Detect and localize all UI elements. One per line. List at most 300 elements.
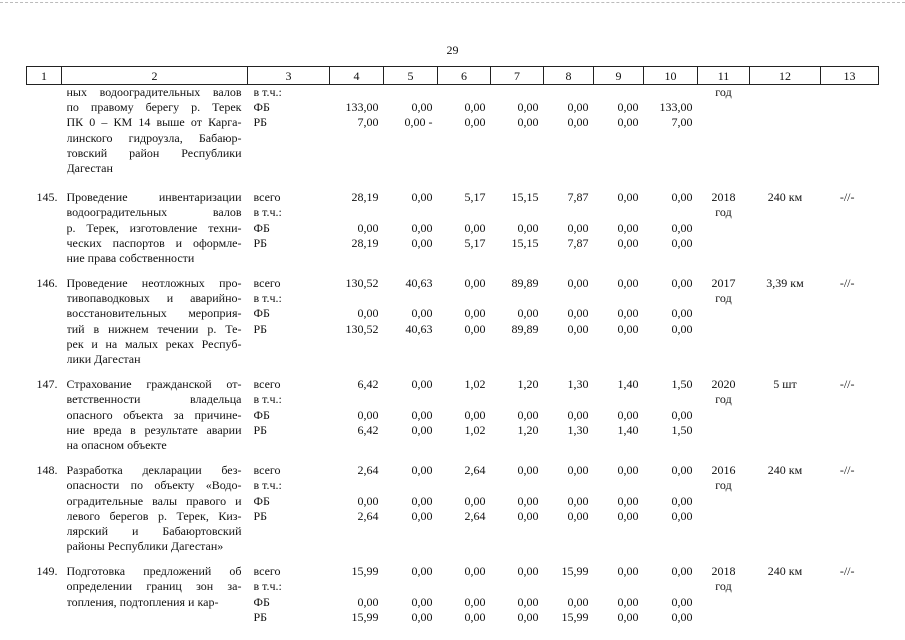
- year-line: год: [715, 478, 732, 493]
- amount-value: 89,89: [511, 321, 539, 336]
- measure-name-line: р. Терек, изготовление техни-: [66, 220, 242, 235]
- year-line: 2020: [711, 377, 736, 392]
- amount-value: 0,00: [411, 594, 433, 609]
- funding-source-label: в т.ч.:: [253, 85, 282, 99]
- amount-value: [594, 579, 639, 594]
- amount-value: 0,00: [411, 100, 433, 115]
- unit-value: [750, 85, 821, 177]
- unit-value: 240 км: [767, 564, 803, 579]
- amount-value: 0,00: [464, 493, 486, 508]
- amount-value: 0,00: [567, 276, 589, 291]
- amount-col-10: [644, 367, 698, 453]
- amount-value: 0,00: [357, 220, 379, 235]
- amount-value: 15,15: [511, 235, 539, 250]
- measure-name-line: рек и на малых реках Респуб-: [66, 336, 242, 351]
- completion-year: [698, 176, 750, 266]
- amount-value: 2,64: [464, 463, 486, 478]
- amount-value: [330, 205, 379, 220]
- table-row: [27, 367, 879, 453]
- amount-value: 0,00: [411, 306, 433, 321]
- amount-col-5: [384, 453, 438, 554]
- amount-value: 6,42: [357, 422, 379, 437]
- measure-name-line: районы Республики Дагестан»: [66, 539, 224, 554]
- measure-name: [62, 453, 248, 554]
- column-header-7: 7: [491, 67, 544, 85]
- amount-col-10: [644, 266, 698, 367]
- amount-value: 5,17: [464, 190, 486, 205]
- amount-value: [330, 579, 379, 594]
- measure-name-line: ние права собственности: [66, 250, 195, 265]
- amount-value: [644, 478, 693, 493]
- amount-value: [491, 392, 539, 407]
- amount-value: [384, 579, 433, 594]
- amount-col-10: [644, 176, 698, 266]
- completion-year: [698, 367, 750, 453]
- measure-name-line: ных водооградительных валов: [66, 85, 242, 99]
- measure-name-line: Подготовка предложений об: [66, 564, 242, 579]
- measure-name-line: ПК 0 – КМ 14 выше от Карга-: [66, 115, 242, 130]
- note: -//-: [839, 377, 855, 392]
- amount-value: 2,64: [464, 508, 486, 523]
- column-header-10: 10: [644, 67, 698, 85]
- amount-value: [384, 85, 433, 100]
- measure-name-line: водооградительных валов: [66, 205, 242, 220]
- year-line: год: [715, 205, 732, 220]
- measure-name-line: Разработка декларации без-: [66, 463, 242, 478]
- amount-value: 1,02: [464, 422, 486, 437]
- amount-value: 7,00: [357, 115, 379, 130]
- amount-value: 0,00: [464, 276, 486, 291]
- amount-value: [644, 85, 693, 100]
- amount-value: 1,40: [617, 377, 639, 392]
- amount-value: 0,00: [617, 100, 639, 115]
- measure-name: [62, 176, 248, 266]
- amount-value: 0,00: [567, 594, 589, 609]
- amount-value: 0,00: [671, 594, 693, 609]
- amount-value: 15,99: [561, 609, 589, 624]
- year-line: 2016: [711, 463, 736, 478]
- year-line: 2018: [711, 190, 736, 205]
- amount-value: 28,19: [351, 235, 379, 250]
- amount-value: 0,00: [517, 508, 539, 523]
- amount-value: 0,00: [617, 235, 639, 250]
- amount-value: [438, 85, 486, 100]
- amount-value: 133,00: [345, 100, 379, 115]
- amount-value: 0,00: [411, 377, 433, 392]
- amount-col-8: [544, 554, 594, 625]
- amount-value: 0,00: [671, 508, 693, 523]
- amount-col-6: [438, 453, 491, 554]
- amount-value: 0,00: [411, 508, 433, 523]
- measure-name-line: ческих паспортов и оформле-: [66, 235, 242, 250]
- amount-value: [544, 85, 589, 100]
- amount-value: [491, 85, 539, 100]
- amount-value: [438, 478, 486, 493]
- amount-value: [491, 579, 539, 594]
- funding-source-label: ФБ: [253, 100, 270, 115]
- scan-edge-line: [0, 2, 905, 3]
- funding-source: [248, 554, 330, 625]
- amount-value: 0,00: [617, 463, 639, 478]
- amount-value: 0,00: [411, 609, 433, 624]
- amount-col-7: [491, 176, 544, 266]
- amount-value: 0,00: [617, 609, 639, 624]
- amount-value: 0,00: [464, 306, 486, 321]
- amount-value: 0,00: [411, 407, 433, 422]
- year-line: 2018: [711, 564, 736, 579]
- year-line: год: [715, 579, 732, 594]
- amount-value: [438, 579, 486, 594]
- amount-value: 0,00: [671, 235, 693, 250]
- amount-value: 0,00: [464, 609, 486, 624]
- amount-col-9: [594, 85, 644, 177]
- amount-value: 0,00: [671, 321, 693, 336]
- amount-value: 0,00: [411, 493, 433, 508]
- amount-col-8: [544, 85, 594, 177]
- amount-value: 7,00: [671, 115, 693, 130]
- row-number: 146.: [36, 276, 58, 291]
- amount-value: 2,64: [357, 508, 379, 523]
- funding-source-label: РБ: [253, 508, 268, 523]
- amount-value: 40,63: [405, 276, 433, 291]
- amount-value: [438, 392, 486, 407]
- amount-value: 1,02: [464, 377, 486, 392]
- funding-source-label: РБ: [253, 422, 268, 437]
- funding-source-label: в т.ч.:: [253, 579, 282, 594]
- column-header-6: 6: [438, 67, 491, 85]
- amount-value: [330, 478, 379, 493]
- measure-name-line: Проведение неотложных про-: [66, 276, 242, 291]
- funding-source-label: ФБ: [253, 594, 270, 609]
- amount-value: 0,00: [617, 564, 639, 579]
- amount-value: 0,00: [517, 115, 539, 130]
- funding-source-label: всего: [253, 276, 281, 291]
- completion-year: [698, 266, 750, 367]
- amount-col-6: [438, 85, 491, 177]
- column-header-1: 1: [27, 67, 62, 85]
- amount-value: 0,00: [567, 306, 589, 321]
- year-line: год: [715, 291, 732, 306]
- amount-value: 15,99: [351, 564, 379, 579]
- amount-value: 0,00: [517, 407, 539, 422]
- amount-value: [594, 205, 639, 220]
- amount-col-10: [644, 554, 698, 625]
- program-table: [26, 66, 879, 625]
- amount-value: 2,64: [357, 463, 379, 478]
- amount-col-9: [594, 453, 644, 554]
- amount-value: 0,00: [567, 493, 589, 508]
- amount-value: 28,19: [351, 190, 379, 205]
- amount-col-8: [544, 367, 594, 453]
- measure-name-line: опасности по объекту «Водо-: [66, 478, 242, 493]
- amount-value: [544, 478, 589, 493]
- table-row: [27, 453, 879, 554]
- funding-source-label: всего: [253, 463, 281, 478]
- measure-name-line: топления, подтопления и кар-: [66, 594, 219, 609]
- amount-value: 0,00: [517, 463, 539, 478]
- funding-source: [248, 266, 330, 367]
- amount-col-6: [438, 554, 491, 625]
- column-header-12: 12: [750, 67, 821, 85]
- amount-value: [384, 205, 433, 220]
- amount-value: 0,00 -: [404, 115, 433, 130]
- column-header-11: 11: [698, 67, 750, 85]
- page-number: 29: [446, 43, 459, 57]
- amount-value: 5,17: [464, 235, 486, 250]
- amount-value: [544, 392, 589, 407]
- unit-value: 240 км: [767, 190, 803, 205]
- measure-name-line: восстановительных мероприя-: [66, 306, 242, 321]
- measure-name-line: ветственности владельца: [66, 392, 242, 407]
- funding-source: [248, 176, 330, 266]
- funding-source: [248, 85, 330, 177]
- amount-col-9: [594, 554, 644, 625]
- funding-source-label: всего: [253, 564, 281, 579]
- amount-value: 0,00: [464, 594, 486, 609]
- amount-value: [544, 291, 589, 306]
- measure-name-line: лики Дагестан: [66, 352, 141, 366]
- year-line: 2017: [711, 276, 736, 291]
- row-number: [27, 85, 62, 177]
- amount-value: 0,00: [357, 306, 379, 321]
- amount-value: 130,52: [345, 321, 379, 336]
- amount-value: 0,00: [567, 220, 589, 235]
- row-number: 145.: [36, 190, 58, 205]
- amount-value: [491, 291, 539, 306]
- amount-col-5: [384, 266, 438, 367]
- amount-value: 133,00: [659, 100, 693, 115]
- column-number-header: [27, 67, 879, 85]
- row-number: 148.: [36, 463, 58, 478]
- funding-source-label: РБ: [253, 235, 268, 250]
- amount-value: [384, 291, 433, 306]
- measure-name-line: опасного объекта за причине-: [66, 407, 242, 422]
- amount-col-8: [544, 266, 594, 367]
- amount-value: 0,00: [464, 100, 486, 115]
- amount-value: [438, 291, 486, 306]
- amount-col-4: [330, 554, 384, 625]
- amount-value: 0,00: [671, 564, 693, 579]
- measure-name-line: на опасном объекте: [66, 437, 167, 452]
- year-line: год: [715, 85, 732, 99]
- amount-value: 0,00: [517, 493, 539, 508]
- amount-value: 0,00: [517, 564, 539, 579]
- note: -//-: [839, 463, 855, 478]
- measure-name-line: определении границ зон за-: [66, 579, 242, 594]
- amount-value: 0,00: [617, 508, 639, 523]
- funding-source-label: ФБ: [253, 306, 270, 321]
- funding-source-label: ФБ: [253, 493, 270, 508]
- measure-name-line: тивопаводковых и аварийно-: [66, 291, 242, 306]
- column-header-9: 9: [594, 67, 644, 85]
- measure-name-line: левого берегов р. Терек, Киз-: [66, 508, 242, 523]
- amount-value: 0,00: [411, 564, 433, 579]
- amount-col-7: [491, 554, 544, 625]
- amount-value: 0,00: [411, 463, 433, 478]
- note: -//-: [839, 564, 855, 579]
- amount-value: [594, 392, 639, 407]
- amount-value: 0,00: [464, 407, 486, 422]
- measure-name-line: Страхование гражданской от-: [66, 377, 242, 392]
- amount-value: 0,00: [464, 115, 486, 130]
- row-number: 147.: [36, 377, 58, 392]
- amount-value: 0,00: [464, 564, 486, 579]
- row-number: 149.: [36, 564, 58, 579]
- amount-value: 0,00: [357, 493, 379, 508]
- amount-value: [330, 85, 379, 100]
- measure-name: [62, 85, 248, 177]
- funding-source-label: всего: [253, 190, 281, 205]
- amount-value: 15,99: [561, 564, 589, 579]
- amount-value: 1,20: [517, 422, 539, 437]
- funding-source-label: в т.ч.:: [253, 291, 282, 306]
- amount-col-4: [330, 85, 384, 177]
- amount-value: [491, 478, 539, 493]
- completion-year: [698, 453, 750, 554]
- measure-name: [62, 266, 248, 367]
- amount-value: [330, 392, 379, 407]
- amount-value: 130,52: [345, 276, 379, 291]
- column-header-3: 3: [248, 67, 330, 85]
- funding-source-label: ФБ: [253, 220, 270, 235]
- funding-source-label: в т.ч.:: [253, 205, 282, 220]
- unit-value: 5 шт: [773, 377, 797, 392]
- measure-name: [62, 554, 248, 625]
- amount-value: 1,50: [671, 422, 693, 437]
- amount-value: [438, 205, 486, 220]
- amount-col-4: [330, 367, 384, 453]
- amount-value: 7,87: [567, 235, 589, 250]
- column-header-4: 4: [330, 67, 384, 85]
- amount-value: 0,00: [567, 463, 589, 478]
- amount-value: 0,00: [671, 190, 693, 205]
- amount-col-7: [491, 266, 544, 367]
- amount-value: 0,00: [411, 235, 433, 250]
- measure-name-line: Дагестан: [66, 160, 113, 175]
- amount-value: 0,00: [671, 276, 693, 291]
- measure-name-line: тий в нижнем течении р. Те-: [66, 321, 242, 336]
- funding-source: [248, 367, 330, 453]
- amount-value: [644, 392, 693, 407]
- amount-col-5: [384, 85, 438, 177]
- amount-value: [644, 291, 693, 306]
- amount-value: [594, 291, 639, 306]
- measure-name-line: Проведение инвентаризации: [66, 190, 242, 205]
- amount-value: 1,30: [567, 422, 589, 437]
- amount-value: [544, 579, 589, 594]
- note: -//-: [839, 276, 855, 291]
- amount-col-10: [644, 85, 698, 177]
- measure-name-line: лярский и Бабаюртовский: [66, 523, 242, 538]
- amount-value: 0,00: [617, 190, 639, 205]
- amount-col-8: [544, 176, 594, 266]
- amount-value: 0,00: [464, 220, 486, 235]
- funding-source-label: в т.ч.:: [253, 392, 282, 407]
- amount-value: 0,00: [671, 493, 693, 508]
- amount-value: [644, 579, 693, 594]
- amount-value: 1,20: [517, 377, 539, 392]
- table-row: [27, 266, 879, 367]
- amount-value: [594, 478, 639, 493]
- measure-name-line: по правому берегу р. Терек: [66, 100, 242, 115]
- table-row: [27, 85, 879, 177]
- amount-col-9: [594, 266, 644, 367]
- amount-value: 0,00: [464, 321, 486, 336]
- amount-value: [384, 392, 433, 407]
- amount-col-6: [438, 367, 491, 453]
- amount-col-5: [384, 554, 438, 625]
- year-line: год: [715, 392, 732, 407]
- amount-value: 0,00: [671, 609, 693, 624]
- amount-value: 0,00: [567, 100, 589, 115]
- amount-value: 0,00: [357, 594, 379, 609]
- amount-value: [330, 291, 379, 306]
- column-header-8: 8: [544, 67, 594, 85]
- completion-year: [698, 554, 750, 625]
- measure-name-line: товский район Республики: [66, 145, 242, 160]
- amount-col-4: [330, 176, 384, 266]
- completion-year: [698, 85, 750, 177]
- unit-value: 3,39 км: [766, 276, 804, 291]
- table-row: [27, 176, 879, 266]
- funding-source-label: в т.ч.:: [253, 478, 282, 493]
- amount-value: [644, 205, 693, 220]
- amount-value: 0,00: [567, 115, 589, 130]
- amount-value: 89,89: [511, 276, 539, 291]
- funding-source-label: всего: [253, 377, 281, 392]
- amount-value: 0,00: [517, 594, 539, 609]
- amount-col-5: [384, 367, 438, 453]
- funding-source: [248, 453, 330, 554]
- amount-value: [491, 205, 539, 220]
- amount-value: 0,00: [411, 190, 433, 205]
- amount-value: 1,40: [617, 422, 639, 437]
- amount-value: 7,87: [567, 190, 589, 205]
- amount-value: [384, 478, 433, 493]
- amount-col-6: [438, 266, 491, 367]
- amount-value: 0,00: [357, 407, 379, 422]
- amount-value: 0,00: [671, 463, 693, 478]
- amount-col-10: [644, 453, 698, 554]
- amount-value: 0,00: [517, 220, 539, 235]
- amount-value: 0,00: [617, 407, 639, 422]
- funding-source-label: РБ: [253, 115, 268, 130]
- amount-value: 0,00: [411, 220, 433, 235]
- amount-value: 0,00: [617, 115, 639, 130]
- column-header-13: 13: [821, 67, 879, 85]
- amount-value: 0,00: [567, 321, 589, 336]
- amount-value: [544, 205, 589, 220]
- amount-col-7: [491, 367, 544, 453]
- column-header-2: 2: [62, 67, 248, 85]
- amount-col-4: [330, 453, 384, 554]
- measure-name: [62, 367, 248, 453]
- note: -//-: [839, 190, 855, 205]
- table-row: [27, 554, 879, 625]
- amount-value: 0,00: [617, 306, 639, 321]
- amount-col-7: [491, 453, 544, 554]
- amount-value: 15,99: [351, 609, 379, 624]
- amount-value: 6,42: [357, 377, 379, 392]
- amount-value: 0,00: [567, 508, 589, 523]
- amount-value: [594, 85, 639, 100]
- amount-col-8: [544, 453, 594, 554]
- amount-value: 0,00: [671, 306, 693, 321]
- column-header-5: 5: [384, 67, 438, 85]
- amount-value: 1,30: [567, 377, 589, 392]
- unit-value: 240 км: [767, 463, 803, 478]
- amount-value: 0,00: [567, 407, 589, 422]
